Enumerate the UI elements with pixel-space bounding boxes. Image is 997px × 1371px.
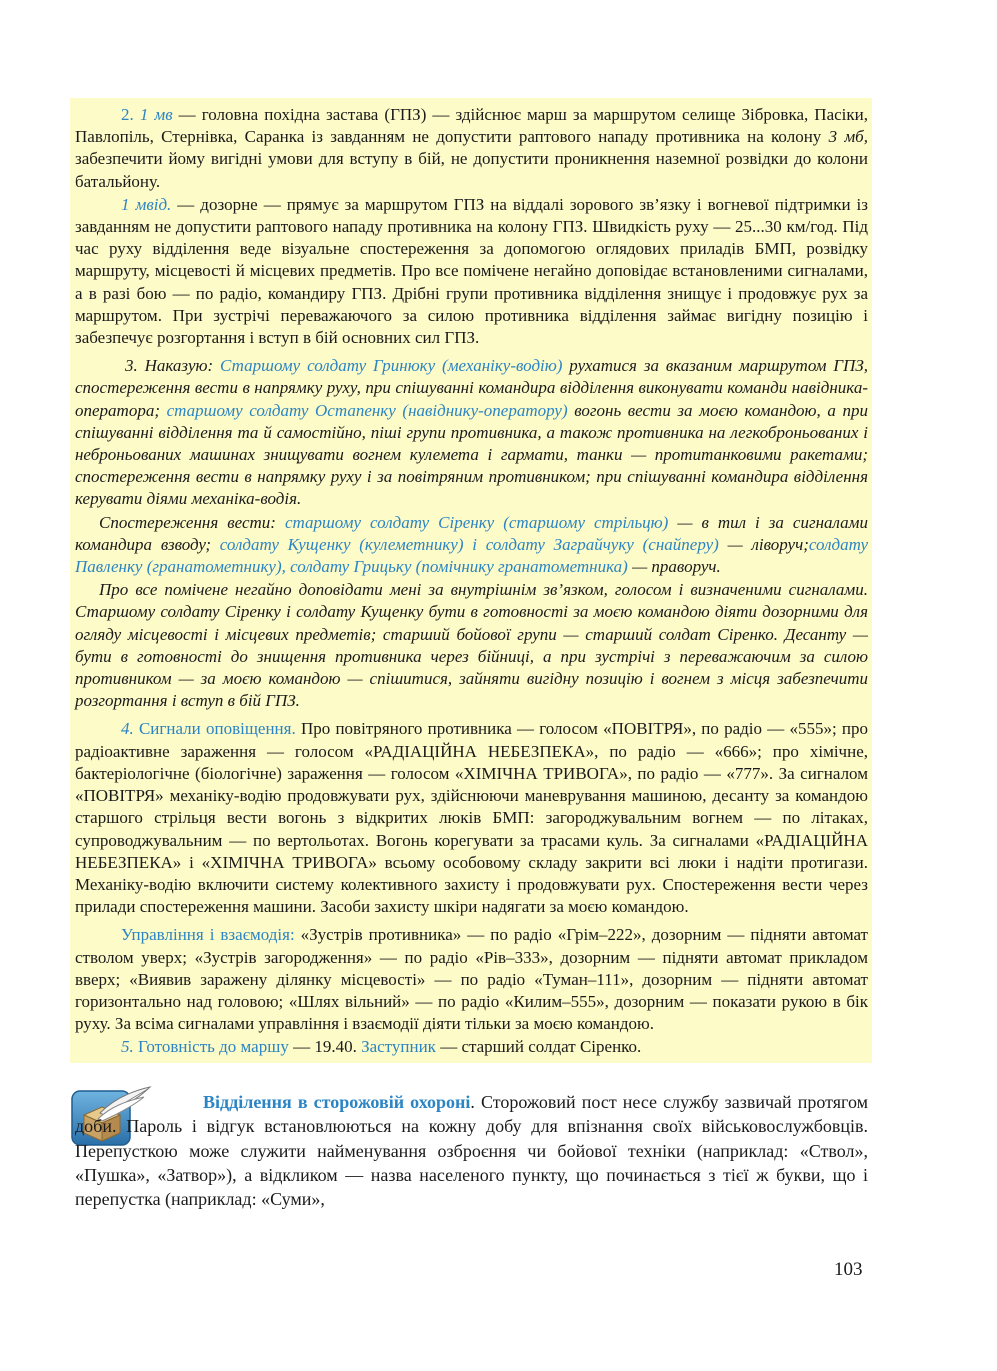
paragraph-2: 2. 1 мв — головна похідна застава (ГПЗ) — здійснює марш за маршрутом селище Зібровка, Пасіки, Павлопіль, Стернівка, Саранка із завданням не допустити раптового нападу противника на колону 3 мб, забезпечити йому вигідні умови для вступу в бій, не допустити проникнення наземної розвідки до колони батальйону. — [75, 105, 869, 191]
paragraph-report: Про все помічене негайно доповідати мені за внутрішнім зв’язком, голосом і визначеними сигналами. Старшому солдату Сіренку і солдату Кущенку бути в готовності за моєю командою діяти дозорними для огляду місцевості і місцевих предметів; старший бойової групи — старший солдат Сіренко. Десанту — бути в готовності до знищення противника через бійниці, а при зустрічі з переважаючим за силою противником — за моєю командою — спішитися, зайняти вигідну позицію і вогнем з місця забезпечити розгортання і вступ в бій ГПЗ. — [75, 580, 868, 711]
order-text — [75, 104, 868, 1059]
paragraph-observation: Спостереження вести: старшому солдату Сіренку (старшому стрільцю) — в тил і за сигналами командира взводу; солдату Кущенку (кулеметнику) і солдату Заграйчуку (снайперу) — ліворуч;солдату Павленку (гранатометнику), солдату Грицьку (помічнику гранатометника) — праворуч. — [75, 512, 869, 577]
paragraph-3: 3. Наказую: Старшому солдату Гринюку (механіку-водію) рухатися за вказаним маршрутом ГПЗ, спостереження вести в напрямку руху, при спішуванні командира відділення виконувати команди навідника-оператора; старшому солдату Остапенку (навіднику-оператору) вогонь вести за моєю командою, а при спішуванні відділення та й самостійно, піші групи противника, а також противника на легкоброньованих і неброньованих машинах знищувати вогнем кулемета і гармати, танки — протитанковими ракетами; спостереження вести в напрямку руху і за повітряним противником; при спішуванні командира відділення керувати діями механіка-водія. — [75, 356, 869, 509]
paragraph-5: 5. Готовність до маршу — 19.40. Заступник — старший солдат Сіренко. — [121, 1037, 642, 1057]
guard-paragraph: Відділення в сторожовій охороні. Сторожовий пост несе службу зазвичай протягом доби. Пароль і відгук встановлюються на кожну добу для впізнання своїх військовослужбовців. Перепусткою може служити найменування озброєння чи бойової техніки (наприклад: «Ствол», «Пушка», «Затвор»), а відкликом — назва населеного пункту, що починається з тієї ж букви, що і перепустка (наприклад: «Суми», — [75, 1092, 868, 1210]
paragraph-control: Управління і взаємодія: «Зустрів противника» — по радіо «Грім–222», дозорним — підняти автомат стволом уверх; «Зустрів загородження» — по радіо «Рів–333», дозорним — підняти автомат прикладом вверх; «Виявив заражену ділянку місцевості» — по радіо «Туман–111», дозорним — підняти автомат горизонтально над головою; «Шлях вільний» — по радіо «Килим–555», дозорним — показати рукою в бік руху. За всіма сигналами управління і взаємодії діяти тільки за моєю командою. — [75, 925, 868, 1034]
paragraph-4: 4. Сигнали оповіщення. Про повітряного противника — голосом «ПОВІТРЯ», по радіо — «555»; про радіоактивне зараження — голосом «РАДІАЦІЙНА НЕБЕЗПЕКА», по радіо — «666»; про хімічне, бактеріологічне (біологічне) зараження — голосом «ХІМІЧНА ТРИВОГА», по радіо — «777». За сигналом «ПОВІТРЯ» механіку-водію продовжувати рух, здійснюючи маневрування машиною, десанту за командою старшого стрільця вести вогонь з відкритих люків БМП: загороджувальним вогнем — по літаках, супроводжувальним — по вертольотах. Вогонь корегувати за трасами куль. За сигналами «РАДІАЦІЙНА НЕБЕЗПЕКА» і «ХІМІЧНА ТРИВОГА» всьому особовому складу закрити всі люки і надіти протигази. Механіку-водію включити систему колективного захисту і продовжувати рух. Спостереження вести через прилади спостереження машини. Засоби захисту шкіри надягати за моєю командою. — [75, 719, 869, 917]
page-number: 103 — [834, 1259, 863, 1280]
section-heading: Відділення в сторожовій охороні — [203, 1092, 471, 1112]
guard-section — [75, 1090, 868, 1211]
paragraph-mvid: 1 мвід. — дозорне — прямує за маршрутом ГПЗ на віддалі зорового зв’язку і вогневої підтримки із завданням не допустити раптового нападу противника на колону ГПЗ. Швидкість руху — 25...30 км/год. Під час руху відділення веде візуальне спостереження за допомогою оглядових приладів БМП, розвідку маршруту, місцевості й місцевих предметів. Про все помічене негайно доповідає встановленими сигналами, а в разі бою — по радіо, командиру ГПЗ. Дрібні групи противника відділення знищує і продовжує рух за маршрутом. При зустрічі переважаючого за силою противника відділення займає вигідну позицію і забезпечує розгортання і вступ в бій основних сил ГПЗ. — [75, 194, 868, 348]
